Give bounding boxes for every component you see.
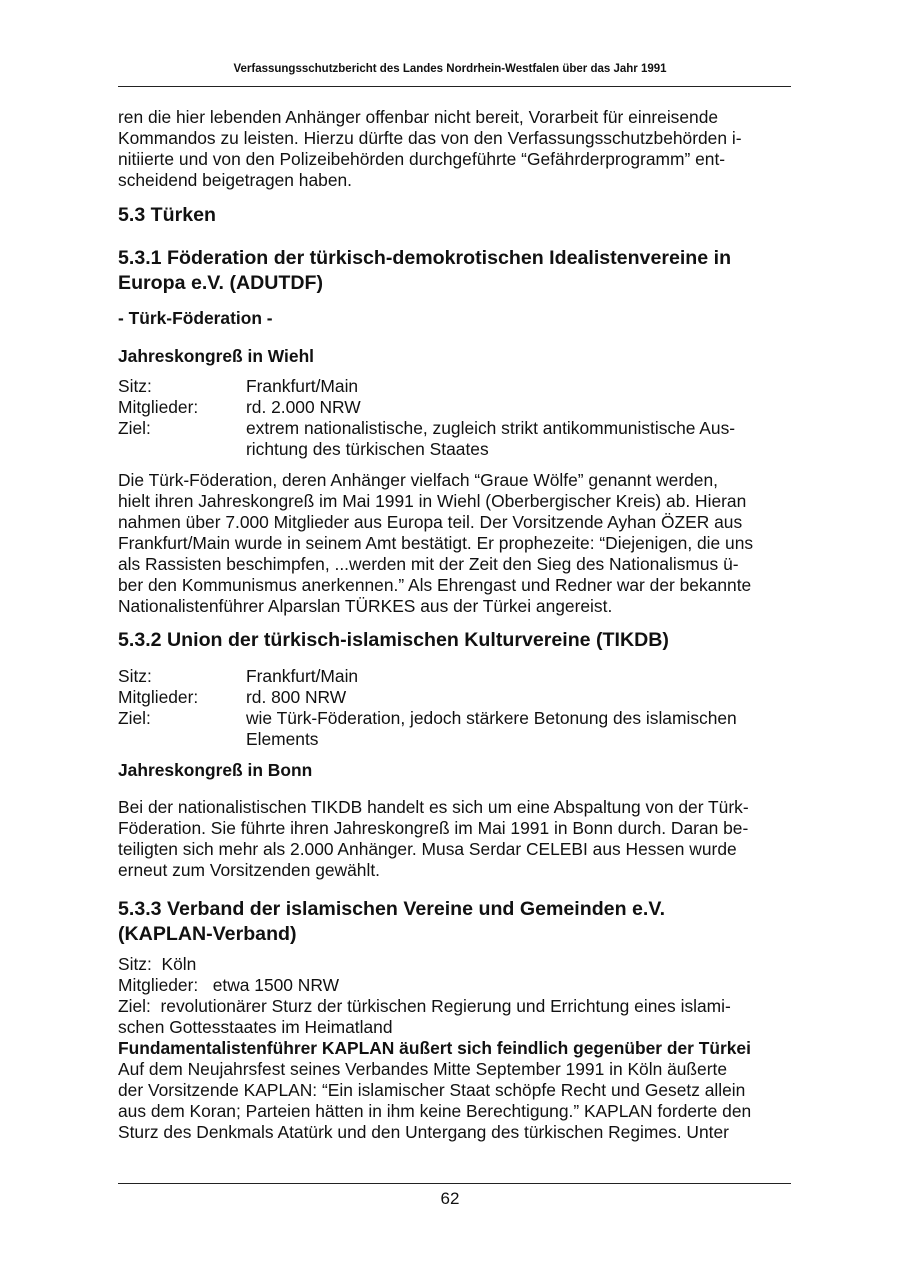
fact-key: Mitglieder:: [118, 397, 199, 417]
heading-line: 5.3.1 Föderation der türkisch-demokrotischen Idealistenvereine in: [118, 247, 732, 269]
text-line: als Rassisten beschimpfen, ...werden mit der Zeit den Sieg des Nationalismus ü-: [118, 554, 739, 574]
text-line: Bei der nationalistischen TIKDB handelt es sich um eine Abspaltung von der Türk-: [118, 797, 749, 817]
text-line: Sturz des Denkmals Atatürk und den Untergang des türkischen Regimes. Unter: [118, 1122, 729, 1142]
fact-key: Ziel:: [118, 418, 151, 438]
text-line: extrem nationalistische, zugleich strikt antikommunistische Aus-: [246, 418, 736, 438]
text-line: nitiierte und von den Polizeibehörden durchgeführte “Gefährderprogramm” ent-: [118, 149, 726, 169]
fact-key: Sitz:: [118, 376, 152, 396]
fact-key: Sitz:: [118, 666, 152, 686]
fact-key: Ziel:: [118, 708, 151, 728]
subheading: Jahreskongreß in Wiehl: [118, 346, 315, 366]
text-line: Ziel: revolutionärer Sturz der türkischen Regierung und Errichtung eines islami-: [118, 996, 731, 1016]
facts-list: [118, 376, 798, 460]
text-line: hielt ihren Jahreskongreß im Mai 1991 in Wiehl (Oberbergischer Kreis) ab. Hieran: [118, 491, 747, 511]
text-line: Mitglieder: etwa 1500 NRW: [118, 975, 340, 995]
text-line: Elements: [246, 729, 319, 749]
text-line: aus dem Koran; Parteien hätten in ihm keine Berechtigung.” KAPLAN forderte den: [118, 1101, 752, 1121]
fact-value: rd. 800 NRW: [246, 687, 347, 707]
footer-rule: [118, 1183, 791, 1184]
fact-value: [246, 418, 735, 460]
section-heading-5-3-1: [118, 246, 798, 296]
text-line: nahmen über 7.000 Mitglieder aus Europa teil. Der Vorsitzende Ayhan ÖZER aus: [118, 512, 743, 532]
subheading: Fundamentalistenführer KAPLAN äußert sich feindlich gegenüber der Türkei: [118, 1038, 751, 1058]
running-header: Verfassungsschutzbericht des Landes Nordrhein-Westfalen über das Jahr 1991: [233, 63, 667, 75]
fact-value: Frankfurt/Main: [246, 666, 359, 686]
heading-line: (KAPLAN-Verband): [118, 923, 297, 945]
paragraph: [118, 470, 798, 617]
text-line: Die Türk-Föderation, deren Anhänger vielfach “Graue Wölfe” genannt werden,: [118, 470, 718, 490]
section-heading-5-3-2: 5.3.2 Union der türkisch-islamischen Kulturvereine (TIKDB): [118, 629, 669, 651]
text-line: scheidend beigetragen haben.: [118, 170, 353, 190]
subtitle: - Türk-Föderation -: [118, 308, 273, 328]
intro-paragraph: [118, 107, 798, 191]
heading-line: 5.3.3 Verband der islamischen Vereine und Gemeinden e.V.: [118, 898, 666, 920]
fact-key: Mitglieder:: [118, 687, 199, 707]
header-rule: [118, 86, 791, 87]
facts-list: [118, 954, 798, 1143]
text-line: Föderation. Sie führte ihren Jahreskongreß im Mai 1991 in Bonn durch. Daran be-: [118, 818, 749, 838]
text-line: Nationalistenführer Alparslan TÜRKES aus der Türkei angereist.: [118, 596, 613, 616]
text-line: der Vorsitzende KAPLAN: “Ein islamischer Staat schöpfe Recht und Gesetz allein: [118, 1080, 746, 1100]
subheading: Jahreskongreß in Bonn: [118, 760, 313, 780]
fact-value: Frankfurt/Main: [246, 376, 359, 396]
paragraph: [118, 797, 798, 881]
text-line: Frankfurt/Main wurde in seinem Amt bestätigt. Er prophezeite: “Diejenigen, die uns: [118, 533, 754, 553]
heading-line: Europa e.V. (ADUTDF): [118, 272, 324, 294]
section-heading-5-3-3: [118, 897, 798, 947]
text-line: richtung des türkischen Staates: [246, 439, 489, 459]
page-number: 62: [440, 1189, 460, 1208]
text-line: Sitz: Köln: [118, 954, 197, 974]
text-line: wie Türk-Föderation, jedoch stärkere Betonung des islamischen: [246, 708, 737, 728]
text-line: ber den Kommunismus anerkennen.” Als Ehrengast und Redner war der bekannte: [118, 575, 752, 595]
text-line: erneut zum Vorsitzenden gewählt.: [118, 860, 380, 880]
text-line: schen Gottesstaates im Heimatland: [118, 1017, 393, 1037]
fact-value: rd. 2.000 NRW: [246, 397, 361, 417]
section-heading-5-3: 5.3 Türken: [118, 204, 217, 226]
fact-value: [246, 708, 737, 750]
text-line: teiligten sich mehr als 2.000 Anhänger. Musa Serdar CELEBI aus Hessen wurde: [118, 839, 737, 859]
text-line: ren die hier lebenden Anhänger offenbar nicht bereit, Vorarbeit für einreisende: [118, 107, 719, 127]
text-line: Auf dem Neujahrsfest seines Verbandes Mitte September 1991 in Köln äußerte: [118, 1059, 728, 1079]
facts-list: [118, 666, 798, 750]
text-line: Kommandos zu leisten. Hierzu dürfte das von den Verfassungsschutzbehörden i-: [118, 128, 742, 148]
